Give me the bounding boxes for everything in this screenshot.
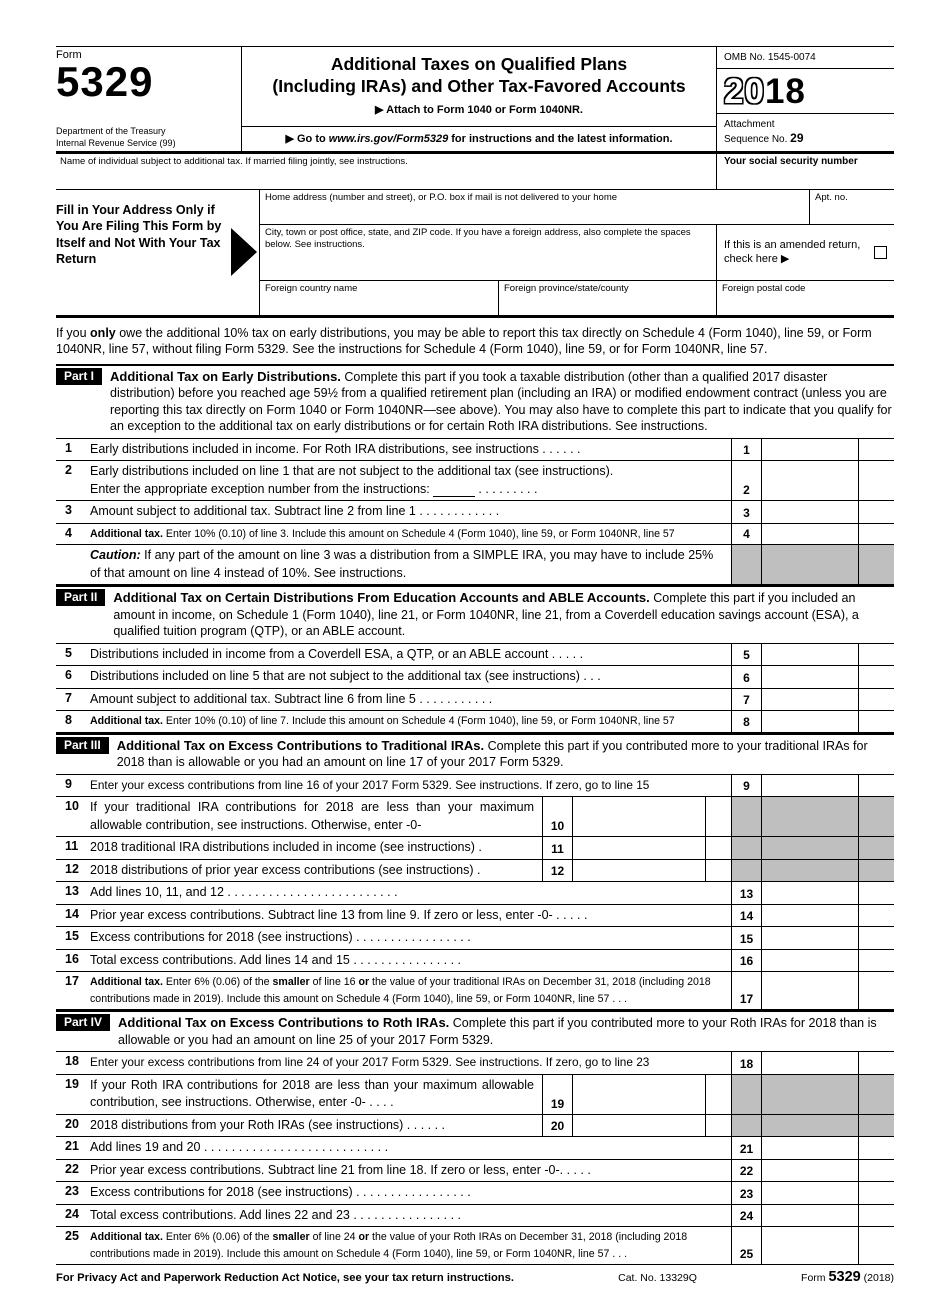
line-12-desc: 2018 distributions of prior year excess contributions (see instructions) . (90, 862, 481, 877)
line-3-ref: 3 (731, 501, 761, 523)
title-line2: (Including IRAs) and Other Tax-Favored Accounts (272, 75, 686, 96)
line-15-amount-field[interactable] (761, 927, 858, 949)
line-4-caution-row (56, 545, 894, 585)
part3-header (56, 733, 894, 775)
line-20-number: 20 (65, 1116, 79, 1131)
line-5-row (56, 644, 894, 667)
line-22-ref: 22 (731, 1160, 761, 1182)
line-4-row (56, 524, 894, 545)
line-4-cents-field[interactable] (858, 524, 894, 544)
line-19-number: 19 (65, 1076, 79, 1091)
line-2-row (56, 461, 894, 501)
line-13-row (56, 882, 894, 905)
line-14-row (56, 905, 894, 928)
caution-shaded-amount (761, 545, 858, 584)
line-12-row (56, 860, 894, 883)
line-19-shaded-amount (761, 1075, 858, 1114)
line-22-row (56, 1160, 894, 1183)
line-2-desc (90, 461, 731, 500)
line-13-amount-field[interactable] (761, 882, 858, 904)
tax-year (717, 69, 894, 114)
line-12-cents-field[interactable] (705, 860, 731, 882)
line-18-cents-field[interactable] (858, 1052, 894, 1074)
line-19-shaded-ref (731, 1075, 761, 1114)
form-5329-page (56, 0, 894, 1315)
tax-year-outline-digits: 20 (724, 72, 765, 111)
form-footer (56, 1265, 894, 1285)
city-state-zip-field[interactable] (260, 225, 716, 280)
line-17-cents-field[interactable] (858, 972, 894, 1009)
address-sidebar (56, 190, 259, 315)
sequence-label: Sequence No. (724, 134, 791, 146)
line-15-row (56, 927, 894, 950)
line-22-desc: Prior year excess contributions. Subtract line 21 from line 18. If zero or less, enter -0-. . . . . (90, 1162, 591, 1177)
line-14-amount-field[interactable] (761, 905, 858, 927)
line-1-amount-field[interactable] (761, 439, 858, 461)
catalog-number: Cat. No. 13329Q (618, 1272, 697, 1285)
line-15-desc: Excess contributions for 2018 (see instructions) . . . . . . . . . . . . . . . . . (90, 930, 471, 945)
line-11-cents-field[interactable] (705, 837, 731, 859)
line-3-row (56, 501, 894, 524)
line-11-shaded-amount (761, 837, 858, 859)
footer-form-year: (2018) (863, 1272, 894, 1285)
line-16-desc: Total excess contributions. Add lines 14 and 15 . . . . . . . . . . . . . . . . (90, 952, 462, 967)
amended-return-label: If this is an amended return, check here ▶ (724, 239, 861, 266)
line-2-ref: 2 (731, 461, 761, 500)
line-20-amount-field[interactable] (572, 1115, 705, 1137)
line-9-ref: 9 (731, 775, 761, 797)
line-12-ref: 12 (542, 860, 572, 882)
part1-desc: Complete this part if you took a taxable distribution (other than a qualified 2017 disaster distribution) before you reached age 59½ from a qualified retirement plan (including an IRA) or modified endowment contract (unless you are reporting this tax directly on Form 1040 or Form 1040NR—see above). You may also have to complete this part to indicate that you qualify for an exception to the additional tax on early distributions or for certain Roth IRA distributions. See instructions. (110, 369, 892, 434)
form-number: 5329 (56, 58, 154, 105)
address-instruction: Fill in Your Address Only if You Are Filing This Form by Itself and Not With Your Tax Return (56, 202, 222, 267)
line-10-row (56, 797, 894, 837)
line-21-amount-field[interactable] (761, 1137, 858, 1159)
dept-line2: Internal Revenue Service (99) (56, 137, 176, 148)
line-25-number: 25 (65, 1229, 79, 1244)
part2-title: Additional Tax on Certain Distributions From Education Accounts and ABLE Accounts. (113, 590, 650, 606)
line-23-amount-field[interactable] (761, 1182, 858, 1204)
line-7-row (56, 689, 894, 712)
line-1-desc: Early distributions included in income. For Roth IRA distributions, see instructions . . . . . . (90, 441, 581, 456)
line-8-desc: Additional tax. Enter 10% (0.10) of line 7. Include this amount on Schedule 4 (Form 1040), line 59, or Form 1040NR, line 57 (90, 715, 675, 728)
foreign-postal-field[interactable] (716, 281, 894, 315)
line-11-shaded-cents (858, 837, 894, 859)
part4-heading (118, 1014, 894, 1048)
line-19-desc: If your Roth IRA contributions for 2018 are less than your maximum allowable contribution, see instructions. Otherwise, enter -0- . . . . (90, 1077, 534, 1110)
caution-text: Caution: If any part of the amount on line 3 was a distribution from a SIMPLE IRA, you may have to include 25% of that amount on line 4 instead of 10%. See instructions. (90, 548, 714, 580)
line-4-number: 4 (65, 525, 72, 540)
part2-heading (113, 589, 894, 640)
line-9-desc: Enter your excess contributions from line 16 of your 2017 Form 5329. See instructions. If zero, go to line 15 (90, 777, 650, 792)
line-25-amount-field[interactable] (761, 1227, 858, 1264)
part3-badge: Part III (56, 737, 109, 754)
line-18-amount-field[interactable] (761, 1052, 858, 1074)
omb-number: OMB No. 1545-0074 (717, 47, 894, 69)
home-address-field[interactable] (260, 190, 809, 224)
line-10-shaded-ref (731, 797, 761, 836)
line-20-shaded-cents (858, 1115, 894, 1137)
dept-line1: Department of the Treasury (56, 126, 166, 137)
line-5-ref: 5 (731, 644, 761, 666)
line-21-desc: Add lines 19 and 20 . . . . . . . . . . . . . . . . . . . . . . . . . . . (90, 1140, 389, 1155)
line-20-cents-field[interactable] (705, 1115, 731, 1137)
line-10-number: 10 (65, 799, 79, 814)
line-16-cents-field[interactable] (858, 950, 894, 972)
line-19-ref: 19 (542, 1075, 572, 1114)
line-18-row (56, 1052, 894, 1075)
line-14-cents-field[interactable] (858, 905, 894, 927)
line-4-amount-field[interactable] (761, 524, 858, 544)
line-5-cents-field[interactable] (858, 644, 894, 666)
part2-header (56, 585, 894, 644)
line-25-cents-field[interactable] (858, 1227, 894, 1264)
foreign-province-label: Foreign province/state/county (504, 282, 629, 294)
exception-number-field[interactable] (433, 482, 475, 497)
part3-title: Additional Tax on Excess Contributions to Traditional IRAs. (116, 737, 485, 753)
line-18-number: 18 (65, 1054, 79, 1069)
attachment-sequence (717, 114, 894, 151)
tax-year-solid-digits: 18 (764, 72, 806, 111)
amended-return-checkbox[interactable] (874, 246, 887, 259)
line-8-number: 8 (65, 713, 72, 728)
name-label: Name of individual subject to additional tax. If married filing jointly, see instructions. (60, 155, 408, 167)
line-18-desc: Enter your excess contributions from line 24 of your 2017 Form 5329. See instructions. If zero, go to line 23 (90, 1055, 650, 1070)
line-19-shaded-cents (858, 1075, 894, 1114)
line-24-cents-field[interactable] (858, 1205, 894, 1227)
line-23-number: 23 (65, 1184, 79, 1199)
name-field[interactable] (56, 154, 716, 189)
line-11-amount-field[interactable] (572, 837, 705, 859)
line-6-number: 6 (65, 668, 72, 683)
part1-heading (110, 368, 894, 435)
line-10-cents-field[interactable] (705, 797, 731, 836)
line-8-ref: 8 (731, 711, 761, 731)
line-1-cents-field[interactable] (858, 439, 894, 461)
line-16-amount-field[interactable] (761, 950, 858, 972)
line-17-row (56, 972, 894, 1010)
part4-desc: Complete this part if you contributed more to your Roth IRAs for 2018 than is allowable or you had an amount on line 25 of your 2017 Form 5329. (118, 1016, 877, 1047)
part3-desc: Complete this part if you contributed more to your traditional IRAs for 2018 than is allowable or you had an amount on line 17 of your 2017 Form 5329. (116, 738, 868, 770)
line-17-number: 17 (65, 974, 79, 989)
line-11-shaded-ref (731, 837, 761, 859)
line-20-shaded-amount (761, 1115, 858, 1137)
line-7-ref: 7 (731, 689, 761, 711)
part1-badge: Part I (56, 368, 102, 385)
line-14-number: 14 (65, 906, 79, 921)
line-11-desc: 2018 traditional IRA distributions included in income (see instructions) . (90, 840, 482, 855)
ssn-label: Your social security number (724, 155, 858, 167)
line-22-amount-field[interactable] (761, 1160, 858, 1182)
line-22-number: 22 (65, 1161, 79, 1176)
line-12-amount-field[interactable] (572, 860, 705, 882)
line-13-desc: Add lines 10, 11, and 12 . . . . . . . . . . . . . . . . . . . . . . . . . (90, 885, 398, 900)
footer-form-id (801, 1269, 894, 1285)
line-12-number: 12 (65, 861, 79, 876)
line-7-amount-field[interactable] (761, 689, 858, 711)
line-7-desc: Amount subject to additional tax. Subtract line 6 from line 5 . . . . . . . . . . . (90, 691, 493, 706)
line-18-ref: 18 (731, 1052, 761, 1074)
title-line1: Additional Taxes on Qualified Plans (330, 54, 628, 74)
address-fields (259, 190, 894, 315)
part4-badge: Part IV (56, 1014, 110, 1031)
line-23-cents-field[interactable] (858, 1182, 894, 1204)
page-title (242, 47, 716, 101)
line-17-amount-field[interactable] (761, 972, 858, 1009)
line-19-cents-field[interactable] (705, 1075, 731, 1114)
line-3-desc: Amount subject to additional tax. Subtract line 2 from line 1 . . . . . . . . . . . . (90, 504, 500, 519)
line-23-desc: Excess contributions for 2018 (see instructions) . . . . . . . . . . . . . . . . . (90, 1185, 471, 1200)
line-21-cents-field[interactable] (858, 1137, 894, 1159)
line-9-cents-field[interactable] (858, 775, 894, 797)
caution-shaded-ref (731, 545, 761, 584)
line-19-amount-field[interactable] (572, 1075, 705, 1114)
foreign-country-field[interactable] (260, 281, 498, 315)
line-8-row (56, 711, 894, 732)
line-20-shaded-ref (731, 1115, 761, 1137)
line-22-cents-field[interactable] (858, 1160, 894, 1182)
line-25-desc: Additional tax. Enter 6% (0.06) of the smaller of line 24 or the value of your Roth IRAs on December 31, 2018 (including 2018 contributions made in 2019). Include this amount on Schedule 4 (Form 1040), line 59, or Form 1040NR, line 57 . . . (90, 1231, 688, 1260)
line-2-amount-field[interactable] (761, 461, 858, 500)
foreign-postal-label: Foreign postal code (722, 282, 806, 294)
line-10-ref: 10 (542, 797, 572, 836)
attach-note: ▶ Attach to Form 1040 or Form 1040NR. (375, 103, 583, 116)
privacy-notice: For Privacy Act and Paperwork Reduction Act Notice, see your tax return instructions. (56, 1272, 514, 1285)
line-3-cents-field[interactable] (858, 501, 894, 523)
line-6-ref: 6 (731, 666, 761, 688)
line-8-amount-field[interactable] (761, 711, 858, 731)
line-20-desc: 2018 distributions from your Roth IRAs (see instructions) . . . . . . (90, 1117, 445, 1132)
line-24-ref: 24 (731, 1205, 761, 1227)
part3-heading (117, 737, 894, 771)
line-7-cents-field[interactable] (858, 689, 894, 711)
line-15-number: 15 (65, 929, 79, 944)
line-23-ref: 23 (731, 1182, 761, 1204)
part2-badge: Part II (56, 589, 105, 606)
line-24-amount-field[interactable] (761, 1205, 858, 1227)
line-13-ref: 13 (731, 882, 761, 904)
line-10-shaded-amount (761, 797, 858, 836)
line-9-amount-field[interactable] (761, 775, 858, 797)
city-row (260, 225, 894, 281)
part4-header (56, 1010, 894, 1052)
line-2-cents-field[interactable] (858, 461, 894, 500)
foreign-country-label: Foreign country name (265, 282, 358, 294)
line-25-ref: 25 (731, 1227, 761, 1264)
part2-desc: Complete this part if you included an amount in income, on Schedule 1 (Form 1040), line 21, or Form 1040NR, line 21, from a Coverdell education savings account (ESA), a qualified tuition program (QTP), or an ABLE account. (113, 591, 859, 639)
line-1-number: 1 (65, 440, 72, 455)
line-21-ref: 21 (731, 1137, 761, 1159)
amended-return-section (716, 225, 894, 280)
line-2-number: 2 (65, 463, 72, 478)
line-6-cents-field[interactable] (858, 666, 894, 688)
line-14-desc: Prior year excess contributions. Subtract line 13 from line 9. If zero or less, enter -0- . . . . . (90, 907, 588, 922)
line-8-cents-field[interactable] (858, 711, 894, 731)
footer-form-word: Form (801, 1272, 826, 1285)
line-6-desc: Distributions included on line 5 that are not subject to the additional tax (see instructions) . . . (90, 669, 601, 684)
line-5-amount-field[interactable] (761, 644, 858, 666)
line-15-cents-field[interactable] (858, 927, 894, 949)
line-24-number: 24 (65, 1206, 79, 1221)
line-24-desc: Total excess contributions. Add lines 22 and 23 . . . . . . . . . . . . . . . . (90, 1207, 462, 1222)
line-16-number: 16 (65, 951, 79, 966)
line-12-shaded-ref (731, 860, 761, 882)
part1-header (56, 364, 894, 439)
home-address-row (260, 190, 894, 225)
line-4-desc: Additional tax. Enter 10% (0.10) of line 3. Include this amount on Schedule 4 (Form 1040), line 59, or Form 1040NR, line 57 (90, 527, 675, 540)
line-9-number: 9 (65, 776, 72, 791)
line-21-row (56, 1137, 894, 1160)
line-1-row (56, 439, 894, 462)
omb-year-block (716, 47, 894, 151)
line-2-desc-line2: Enter the appropriate exception number from the instructions: . . . . . . . . . (90, 481, 538, 496)
line-24-row (56, 1205, 894, 1228)
line-11-row (56, 837, 894, 860)
line-3-amount-field[interactable] (761, 501, 858, 523)
line-5-desc: Distributions included in income from a Coverdell ESA, a QTP, or an ABLE account . . . . . (90, 646, 584, 661)
pointer-triangle-icon (231, 228, 257, 276)
line-17-desc: Additional tax. Enter 6% (0.06) of the smaller of line 16 or the value of your traditional IRAs on December 31, 2018 (including 2018 contributions made in 2019). Include this amount on Schedule 4 (Form 1040), line 59, or Form 1040NR, line 57 . . . (90, 976, 711, 1005)
apt-no-field[interactable] (809, 190, 894, 224)
line-19-row (56, 1075, 894, 1115)
address-block (56, 190, 894, 318)
line-16-row (56, 950, 894, 973)
line-3-number: 3 (65, 503, 72, 518)
form-header (56, 46, 894, 154)
caution-spacer (56, 545, 90, 584)
foreign-province-field[interactable] (498, 281, 716, 315)
line-21-number: 21 (65, 1139, 79, 1154)
line-12-shaded-amount (761, 860, 858, 882)
line-10-shaded-cents (858, 797, 894, 836)
line-17-ref: 17 (731, 972, 761, 1009)
form-title-block (242, 47, 716, 151)
home-address-label: Home address (number and street), or P.O. box if mail is not delivered to your home (265, 191, 618, 203)
line-1-ref: 1 (731, 439, 761, 461)
department-block (56, 118, 235, 149)
form-word-label: Form (56, 49, 82, 61)
line-6-row (56, 666, 894, 689)
caution-shaded-cents (858, 545, 894, 584)
part1-title: Additional Tax on Early Distributions. (110, 368, 341, 384)
line-10-amount-field[interactable] (572, 797, 705, 836)
line-14-ref: 14 (731, 905, 761, 927)
ssn-field[interactable] (716, 154, 894, 189)
foreign-row (260, 281, 894, 315)
city-state-zip-label: City, town or post office, state, and ZIP code. If you have a foreign address, also complete the spaces below. See instructions. (265, 226, 691, 250)
line-13-cents-field[interactable] (858, 882, 894, 904)
line-12-shaded-cents (858, 860, 894, 882)
line-2-desc-line1: Early distributions included on line 1 that are not subject to the additional tax (see instructions). (90, 464, 614, 479)
line-11-ref: 11 (542, 837, 572, 859)
line-5-number: 5 (65, 645, 72, 660)
line-25-row (56, 1227, 894, 1265)
line-10-desc: If your traditional IRA contributions for 2018 are less than your maximum allowable contribution, see instructions. Otherwise, enter -0- (90, 800, 534, 832)
identity-row (56, 154, 894, 190)
goto-note: ▶ Go to www.irs.gov/Form5329 for instructions and the latest information. (242, 126, 716, 151)
part4-title: Additional Tax on Excess Contributions to Roth IRAs. (118, 1015, 450, 1031)
line-20-ref: 20 (542, 1115, 572, 1137)
apt-no-label: Apt. no. (815, 191, 848, 203)
line-23-row (56, 1182, 894, 1205)
line-11-number: 11 (65, 839, 79, 854)
intro-note: If you only owe the additional 10% tax on early distributions, you may be able to report this tax directly on Schedule 4 (Form 1040), line 59, or Form 1040NR, line 57, without filing Form 5329. See the instructions for Schedule 4 (Form 1040), line 59, or for Form 1040NR, line 57. (56, 325, 872, 357)
line-16-ref: 16 (731, 950, 761, 972)
sequence-number: 29 (790, 131, 804, 146)
line-4-ref: 4 (731, 524, 761, 544)
line-6-amount-field[interactable] (761, 666, 858, 688)
attachment-label: Attachment (724, 119, 775, 131)
line-7-number: 7 (65, 690, 72, 705)
line-15-ref: 15 (731, 927, 761, 949)
line-9-row (56, 775, 894, 798)
line-13-number: 13 (65, 884, 79, 899)
form-id-block (56, 47, 242, 151)
line-20-row (56, 1115, 894, 1138)
footer-form-number: 5329 (828, 1269, 861, 1286)
